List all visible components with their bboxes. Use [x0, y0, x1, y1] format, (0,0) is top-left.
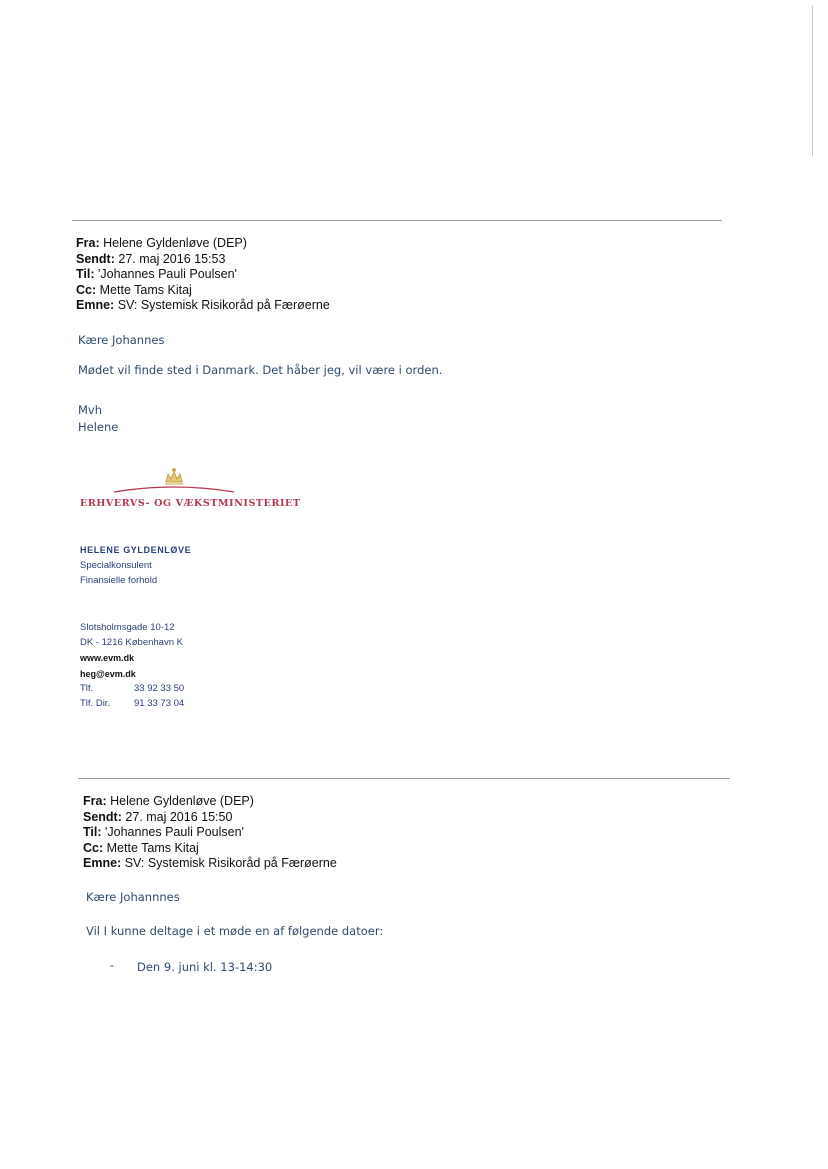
signature-department: Finansielle forhold [80, 575, 158, 586]
sent-row: Sendt: 27. maj 2016 15:50 [83, 809, 233, 824]
bullet-item: Den 9. juni kl. 13-14:30 [137, 960, 273, 974]
greeting-2: Kære Johannnes [86, 890, 180, 904]
phone-number: 33 92 33 50 [134, 683, 185, 694]
subject-row: Emne: SV: Systemisk Risikoråd på Færøerne [76, 298, 330, 312]
closing: Mvh [78, 403, 103, 417]
from-row: Fra: Helene Gyldenløve (DEP) [76, 236, 247, 250]
to-row: Til: 'Johannes Pauli Poulsen' [76, 267, 237, 281]
from-value: Helene Gyldenløve (DEP) [103, 236, 247, 250]
direct-phone-number: 91 33 73 04 [134, 698, 185, 709]
scan-edge-line [812, 6, 813, 156]
message-body: Mødet vil finde sted i Danmark. Det håber jeg, vil være i orden. [78, 363, 443, 377]
email-header [76, 236, 330, 314]
header-divider [72, 220, 722, 221]
cc-row: Cc: Mette Tams Kitaj [83, 840, 199, 855]
website-link[interactable]: www.evm.dk [80, 653, 135, 663]
to-value: 'Johannes Pauli Poulsen' [98, 267, 237, 281]
sent-value: 27. maj 2016 15:50 [125, 809, 233, 824]
address-line-2: DK - 1216 København K [80, 637, 183, 648]
header-divider-2 [78, 778, 730, 779]
greeting: Kære Johannes [78, 333, 165, 347]
bullet-marker: - [110, 960, 114, 972]
sent-value: 27. maj 2016 15:53 [118, 251, 226, 266]
from-row: Fra: Helene Gyldenløve (DEP) [83, 794, 254, 808]
subject-row: Emne: SV: Systemisk Risikoråd på Færøerne [83, 856, 337, 870]
to-row: Til: 'Johannes Pauli Poulsen' [83, 825, 244, 839]
signature-title: Specialkonsulent [80, 560, 152, 571]
address-line-1: Slotsholmsgade 10-12 [80, 622, 175, 633]
email-header-2 [83, 794, 337, 872]
to-value: 'Johannes Pauli Poulsen' [105, 825, 244, 839]
message-body-2: Vil I kunne deltage i et møde en af følgende datoer: [86, 924, 384, 938]
email-link[interactable]: heg@evm.dk [80, 669, 136, 679]
cc-value: Mette Tams Kitaj [99, 282, 192, 297]
cc-row: Cc: Mette Tams Kitaj [76, 282, 192, 297]
from-value: Helene Gyldenløve (DEP) [110, 794, 254, 808]
signature-name: HELENE GYLDENLØVE [80, 545, 192, 555]
direct-phone-row: Tlf. Dir. 91 33 73 04 [80, 698, 185, 709]
logo-text: ERHVERVS- OG VÆKSTMINISTERIET [80, 498, 301, 509]
subject-value: SV: Systemisk Risikoråd på Færøerne [117, 298, 330, 312]
crown-icon [165, 469, 183, 484]
cc-value: Mette Tams Kitaj [106, 840, 199, 855]
sent-row: Sendt: 27. maj 2016 15:53 [76, 251, 226, 266]
signoff: Helene [78, 420, 119, 434]
phone-row: Tlf. 33 92 33 50 [80, 683, 185, 694]
subject-value: SV: Systemisk Risikoråd på Færøerne [124, 856, 337, 870]
